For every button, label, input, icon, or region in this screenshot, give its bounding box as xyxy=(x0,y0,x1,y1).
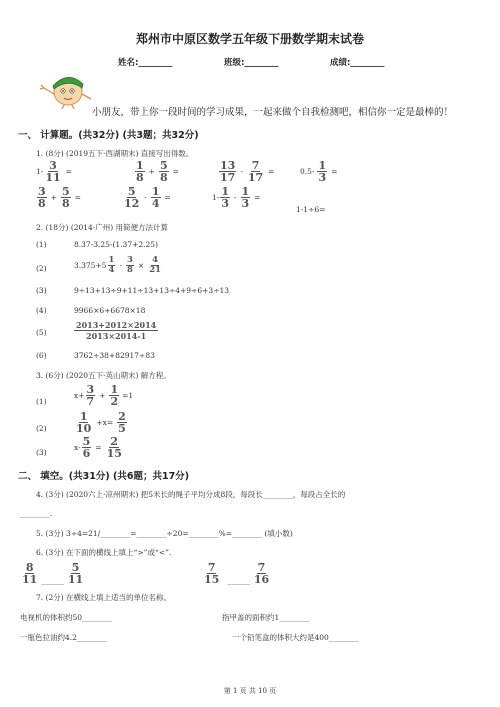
equals: = xyxy=(172,167,179,176)
q7-stem: 7. (2分) 在横线上填上适当的单位名称。 xyxy=(36,593,172,602)
numerator: 2 xyxy=(110,435,119,448)
q2-item-6: 3762÷38+82917÷83 xyxy=(74,351,155,360)
equals-one: =1 xyxy=(122,391,134,400)
denominator: 12 xyxy=(124,197,140,210)
numerator: 3 xyxy=(127,255,133,265)
q2-item-5 xyxy=(74,320,158,341)
numerator: 5 xyxy=(159,159,168,172)
q1-r2-c xyxy=(212,186,263,209)
q2-item-5-label: (5) xyxy=(36,328,47,337)
numerator: 7 xyxy=(257,561,266,574)
denominator: 11 xyxy=(22,573,38,586)
q1-r1-b xyxy=(134,160,182,183)
q3-item-1-label: (1) xyxy=(36,397,47,406)
equals: = xyxy=(164,193,171,202)
operator: - xyxy=(233,193,237,202)
q1-r1-a xyxy=(36,160,75,183)
denominator: 17 xyxy=(220,171,236,184)
denominator: 2013×2014-1 xyxy=(86,331,147,341)
q2-item-4-label: (4) xyxy=(36,306,47,315)
q2-item-1-label: (1) xyxy=(36,240,47,249)
q1-r2-b xyxy=(122,186,174,209)
q1-r1-a-pre: 1- xyxy=(36,167,44,176)
denominator: 6 xyxy=(82,447,91,460)
numerator: 1 xyxy=(110,383,119,396)
name-field: 姓名:________ xyxy=(118,58,173,68)
q2-item-6-label: (6) xyxy=(36,351,47,360)
numerator: 1 xyxy=(151,185,160,198)
score-field: 成绩:________ xyxy=(330,58,385,68)
q3-item-3-label: (3) xyxy=(36,448,47,457)
equals: = xyxy=(268,167,275,176)
equals: = xyxy=(331,167,338,176)
equals: = xyxy=(65,167,72,176)
denominator: 11 xyxy=(67,573,84,586)
numerator: 3 xyxy=(86,383,95,396)
numerator: 7 xyxy=(207,561,216,574)
q2-item-1: 8.37-3.25-(1.37+2.25) xyxy=(74,240,159,249)
q2-item-4: 9966×6+6678×18 xyxy=(74,306,146,315)
denominator: 4 xyxy=(151,197,160,210)
q2-item-2-pre: 3.375+5 xyxy=(74,260,107,270)
q2-item-2 xyxy=(74,256,163,274)
operator: - xyxy=(144,193,147,202)
denominator: 8 xyxy=(127,264,133,275)
numerator: 3 xyxy=(38,185,46,198)
q7-c: 一瓶色拉油约4.2________ xyxy=(20,633,107,642)
q1-r1-c xyxy=(218,160,277,183)
answer-blank[interactable]: ______ xyxy=(41,576,64,585)
equals: = xyxy=(254,193,261,202)
equals: = xyxy=(74,193,81,202)
answer-blank[interactable]: ______ xyxy=(227,576,250,585)
denominator: 21 xyxy=(149,264,162,275)
q3-item-1-pre: x+ xyxy=(74,391,85,400)
q1-r1-d xyxy=(300,160,340,183)
class-field: 班级:________ xyxy=(224,58,279,68)
numerator: 1 xyxy=(241,185,250,198)
numerator: 1 xyxy=(318,159,327,172)
denominator: 3 xyxy=(318,171,327,184)
numerator: 5 xyxy=(82,435,91,448)
denominator: 3 xyxy=(241,197,250,210)
q3-item-2 xyxy=(74,411,128,434)
denominator: 2 xyxy=(110,395,119,408)
numerator: 1 xyxy=(108,255,115,265)
numerator: 8 xyxy=(25,561,34,574)
numerator: 2 xyxy=(118,410,126,423)
q7-a: 电视机的体积约50________ xyxy=(20,613,113,622)
q3-item-3 xyxy=(74,436,124,459)
denominator: 7 xyxy=(86,395,95,408)
operator: - xyxy=(240,167,243,176)
denominator: 8 xyxy=(38,197,46,210)
q3-item-2-label: (2) xyxy=(36,424,47,433)
numerator: 5 xyxy=(71,561,80,574)
numerator: 4 xyxy=(152,255,159,265)
q1-r2-a xyxy=(36,186,84,209)
q1-r2-c-pre: 1- xyxy=(212,193,220,202)
q6-pair-1 xyxy=(20,562,85,585)
operator: + xyxy=(99,391,106,400)
denominator: 10 xyxy=(76,422,92,435)
numerator: 7 xyxy=(251,159,260,172)
q3-item-3-pre: x- xyxy=(74,443,81,452)
page-footer: 第 1 页 共 10 页 xyxy=(223,687,277,695)
q1-r2-d: 1-1÷6= xyxy=(296,205,326,214)
section-2-heading: 二、 填空。(共31分) (共6题；共17分) xyxy=(18,471,190,482)
q6-stem: 6. (3分) 在下面的横线上填上“>”或“<”. xyxy=(36,548,172,557)
denominator: 15 xyxy=(106,447,122,460)
denominator: 17 xyxy=(247,171,264,184)
q2-item-3-label: (3) xyxy=(36,286,47,295)
numerator: 5 xyxy=(127,185,136,198)
denominator: 11 xyxy=(45,171,61,184)
numerator: 13 xyxy=(220,159,236,172)
q3-item-3-mid: = xyxy=(95,443,102,452)
numerator: 1 xyxy=(136,159,144,172)
q3-item-2-mid: +x= xyxy=(96,418,114,427)
denominator: 5 xyxy=(118,422,126,435)
denominator: 4 xyxy=(108,264,115,275)
denominator: 15 xyxy=(204,573,220,586)
numerator: 1 xyxy=(221,185,229,198)
numerator: 1 xyxy=(79,410,88,423)
operator: × xyxy=(137,260,145,270)
page-title: 郑州市中原区数学五年级下册数学期末试卷 xyxy=(135,32,364,46)
denominator: 3 xyxy=(221,197,229,210)
denominator: 16 xyxy=(253,573,270,586)
section-1-heading: 一、 计算题。(共32分) (共3题；共32分) xyxy=(18,130,199,141)
q6-pair-2 xyxy=(202,562,271,585)
q5-text: 5. (3分) 3÷4=21/________=________÷20=________%=________ (填小数) xyxy=(36,529,293,538)
q1-r1-d-pre: 0.5- xyxy=(300,167,315,176)
denominator: 8 xyxy=(136,171,144,184)
q7-d: 一个铅笔盒的体积大约是400________ xyxy=(232,633,359,642)
q2-item-2-label: (2) xyxy=(36,264,47,273)
operator: + xyxy=(148,167,155,176)
q4-line-2: ________. xyxy=(20,509,53,518)
q2-item-3: 9÷13+13÷9+11÷13+13÷4+9÷6+3÷13 xyxy=(74,286,230,295)
q1-stem: 1. (8分) (2019五下·西湖期末) 直接写出得数。 xyxy=(36,149,194,158)
denominator: 8 xyxy=(61,197,70,210)
q2-stem: 2. (18分) (2014·广州) 用简便方法计算 xyxy=(36,223,169,232)
numerator: 5 xyxy=(61,185,70,198)
q3-stem: 3. (6分) (2020五下·英山期末) 解方程。 xyxy=(36,371,171,380)
q7-b: 指甲盖的面积约1________ xyxy=(222,613,310,622)
mascot-illustration xyxy=(38,66,96,110)
q4-line-1: 4. (3分) (2020六上·凉州期末) 把5米长的绳子平均分成8段，每段长________，每段占全长的 xyxy=(36,490,346,499)
q3-item-1 xyxy=(74,384,133,407)
numerator: 2013+2012×2014 xyxy=(76,320,157,330)
denominator: 8 xyxy=(159,171,168,184)
operator: - xyxy=(119,260,122,270)
numerator: 3 xyxy=(49,159,57,172)
intro-text: 小朋友，带上你一段时间的学习成果，一起来做个自我检测吧，相信你一定是最棒的！ xyxy=(92,107,454,118)
operator: + xyxy=(50,193,57,202)
